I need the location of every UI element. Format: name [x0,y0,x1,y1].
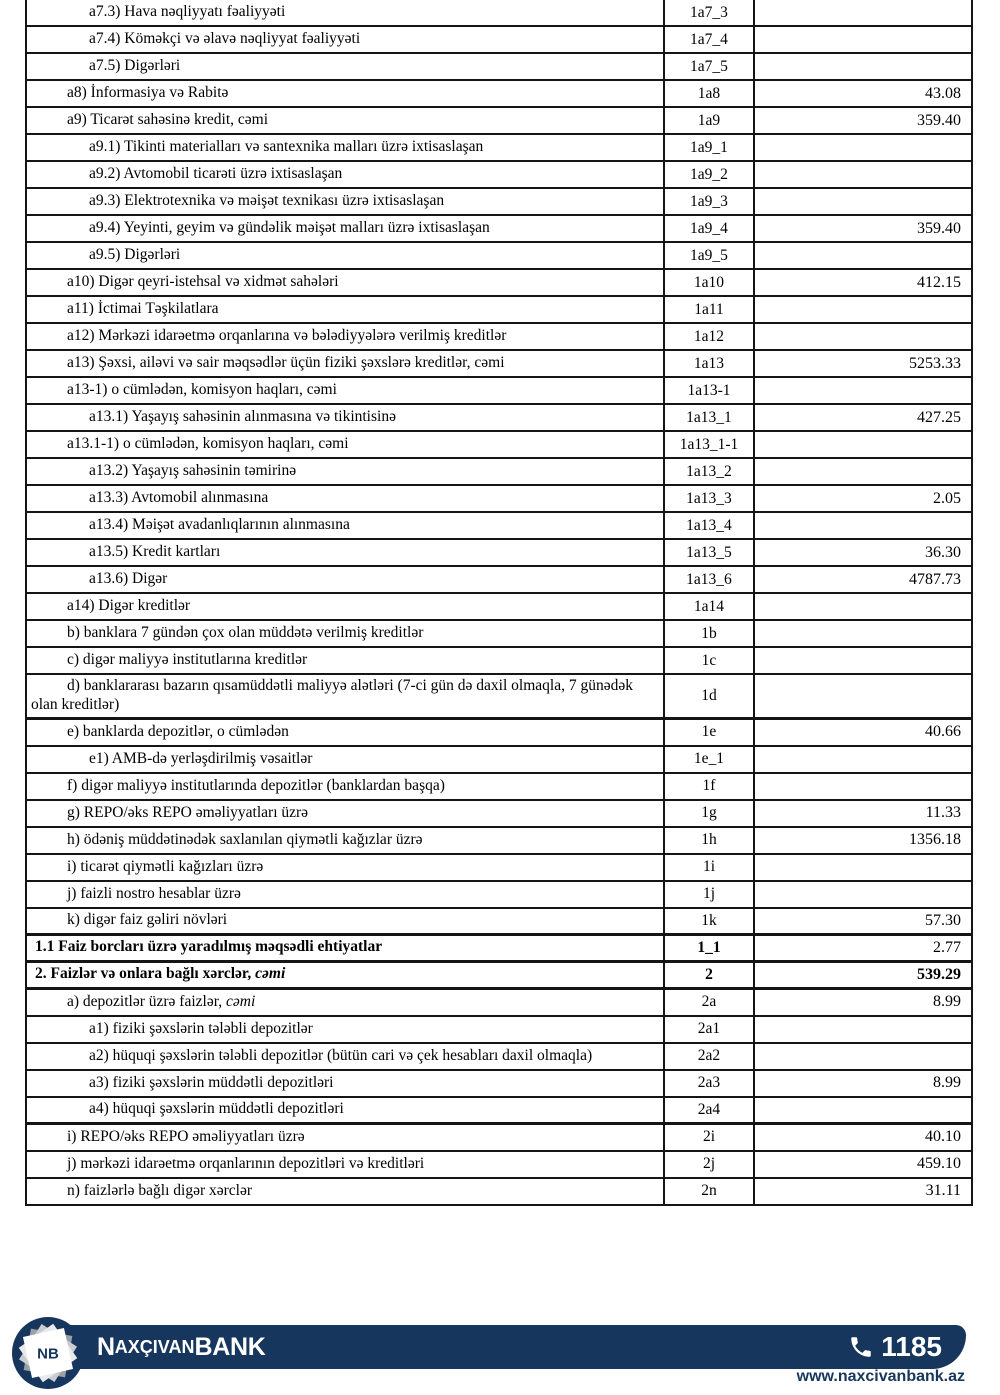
row-label-text: a13.1-1) o cümlədən, komisyon haqları, cəmi [67,435,349,453]
row-label-italic-suffix: cəmi [255,965,286,983]
row-code: 1a13_6 [663,567,755,592]
website-text: www.naxcivanbank.az [796,1368,965,1385]
row-label [27,1098,663,1122]
row-value [755,1017,971,1042]
table-row [27,216,971,243]
row-code: 1a13_2 [663,459,755,484]
row-label [27,378,663,403]
row-label-text: a13) Şəxsi, ailəvi və sair məqsədlər üçün fiziki şəxslərə kreditlər, cəmi [67,354,505,372]
table-row [27,855,971,882]
row-label-text: e1) AMB-də yerləşdirilmiş vəsaitlər [89,749,313,767]
row-value: 2.05 [933,489,961,507]
row-label [27,459,663,484]
row-label-text: i) REPO/əks REPO əməliyyatları üzrə [67,1127,305,1145]
row-label [27,135,663,160]
row-value [755,54,971,79]
row-value [755,378,971,403]
row-label [27,828,663,853]
table-row [27,1017,971,1044]
gear-emblem-icon [11,1316,85,1390]
table-row [27,720,971,747]
bank-name-part-1: N [97,1332,115,1361]
row-label [27,216,663,241]
row-label [27,1179,663,1204]
row-label [27,540,663,565]
table-row [27,747,971,774]
row-value [755,675,971,717]
row-label-text: a9) Ticarət sahəsinə kredit, cəmi [67,111,269,129]
table-row [27,81,971,108]
row-label-text: a9.3) Elektrotexnika və məişət texnikası üzrə ixtisaslaşan [89,192,445,210]
row-label [27,81,663,106]
row-label [27,270,663,295]
table-row [27,405,971,432]
row-code: 1a11 [663,297,755,322]
row-code: 1e_1 [663,747,755,772]
row-value: 36.30 [925,543,961,561]
row-label-text: a7.4) Köməkçi və əlavə nəqliyyat fəaliyyəti [89,30,361,48]
row-label-text: d) banklararası bazarın qısamüddətli maliyyə alətləri (7-ci gün də daxil olmaqla, 7 günədək olan kreditlər) [31,677,633,713]
row-label-text: a13-1) o cümlədən, komisyon haqları, cəmi [67,381,337,399]
row-label-text: a11) İctimai Təşkilatlara [67,300,219,318]
row-label-text: a) depozitlər üzrə faizlər, [67,992,227,1010]
row-label-text: a13.5) Kredit kartları [89,543,221,561]
row-value [755,135,971,160]
table-row [27,27,971,54]
table-row [27,432,971,459]
row-label [27,405,663,430]
row-value [755,27,971,52]
table-row [27,828,971,855]
row-label-text: a9.4) Yeyinti, geyim və gündəlik məişət malları üzrə ixtisaslaşan [89,219,490,237]
row-value: 31.11 [925,1182,961,1200]
row-label [27,189,663,214]
row-label-text: a8) İnformasiya və Rabitə [67,84,229,102]
row-value: 40.10 [925,1128,961,1146]
row-code: 1a13_1-1 [663,432,755,457]
row-value [755,648,971,673]
row-label-text: n) faizlərlə bağlı digər xərclər [67,1181,253,1199]
row-label-text: f) digər maliyyə institutlarında depozitlər (banklardan başqa) [67,776,445,794]
bank-logo [11,1316,85,1390]
phone-block [848,1325,942,1369]
table-row [27,774,971,801]
row-value [755,882,971,907]
row-code: 1g [663,801,755,826]
row-label-text: a3) fiziki şəxslərin müddətli depozitləri [89,1073,334,1091]
row-code: 1i [663,855,755,880]
table-row [27,459,971,486]
row-value [755,189,971,214]
row-value [755,621,971,646]
table-row [27,1125,971,1152]
row-value [755,324,971,349]
row-code: 1a13_4 [663,513,755,538]
row-value [755,243,971,268]
row-label-text: 2. Faizlər və onlara bağlı xərclər, [35,965,256,983]
logo-initials: NB [37,1345,59,1363]
row-label-text: a10) Digər qeyri-istehsal və xidmət sahələri [67,273,339,291]
bank-name-part-2: AXÇIVAN [114,1336,195,1357]
table-row [27,801,971,828]
row-label-text: a4) hüquqi şəxslərin müddətli depozitləri [89,1100,344,1118]
table-row [27,648,971,675]
row-code: 1a13-1 [663,378,755,403]
row-code: 1_1 [663,936,755,960]
row-value [755,855,971,880]
row-value: 359.40 [917,111,961,129]
table-row [27,936,971,963]
row-value: 8.99 [933,993,961,1011]
row-label [27,486,663,511]
row-label-text: a13.3) Avtomobil alınmasına [89,489,269,507]
row-label [27,1017,663,1042]
table-row [27,108,971,135]
table-row [27,675,971,720]
row-label [27,297,663,322]
table-row [27,54,971,81]
row-value: 8.99 [933,1074,961,1092]
row-label-text: a1) fiziki şəxslərin tələbli depozitlər [89,1019,313,1037]
table-row [27,270,971,297]
table-row [27,189,971,216]
row-label [27,54,663,79]
row-code: 1e [663,720,755,745]
table-row [27,324,971,351]
table-row [27,909,971,936]
row-label [27,432,663,457]
row-code: 1a9_1 [663,135,755,160]
row-label-text: j) mərkəzi idarəetmə orqanlarının depozitləri və kreditləri [67,1154,425,1172]
row-code: 2a3 [663,1071,755,1096]
row-label [27,909,663,933]
table-row [27,621,971,648]
row-label-text: e) banklarda depozitlər, o cümlədən [67,722,289,740]
row-label-italic-suffix: cəmi [226,992,256,1010]
row-label [27,567,663,592]
row-value [755,747,971,772]
row-label [27,747,663,772]
row-code: 1a14 [663,594,755,619]
row-label-text: a9.5) Digərləri [89,246,181,264]
table-row [27,0,971,27]
row-code: 1a8 [663,81,755,106]
row-label [27,648,663,673]
table-row [27,963,971,990]
row-code: 2j [663,1152,755,1177]
table-row [27,243,971,270]
row-label [27,1152,663,1177]
row-label [27,324,663,349]
row-label [27,594,663,619]
row-code: 1c [663,648,755,673]
row-code: 1h [663,828,755,853]
row-label [27,774,663,799]
row-label [27,720,663,745]
table-row [27,162,971,189]
row-label [27,27,663,52]
row-label-text: i) ticarət qiymətli kağızları üzrə [67,857,264,875]
row-label-text: c) digər maliyyə institutlarına kreditlər [67,651,308,669]
row-code: 1b [663,621,755,646]
row-code: 1a9 [663,108,755,133]
table-row [27,567,971,594]
row-code: 1a13_5 [663,540,755,565]
table-row [27,1098,971,1125]
row-label [27,621,663,646]
row-value: 427.25 [917,408,961,426]
row-label [27,855,663,880]
bank-name [97,1325,265,1369]
table-row [27,486,971,513]
table-row [27,1071,971,1098]
table-row [27,1152,971,1179]
table-row [27,513,971,540]
row-label [27,1044,663,1069]
row-code: 2 [663,963,755,987]
row-code: 1a9_3 [663,189,755,214]
row-value: 5253.33 [909,354,961,372]
row-label [27,108,663,133]
bank-name-part-3: BANK [194,1332,266,1361]
row-label [27,990,663,1015]
row-label-text: a13.1) Yaşayış sahəsinin alınmasına və tikintisinə [89,408,396,426]
row-label [27,963,663,987]
row-label-text: a14) Digər kreditlər [67,597,191,615]
table-row [27,594,971,621]
row-value: 43.08 [925,84,961,102]
row-code: 1a13_3 [663,486,755,511]
table-row [27,351,971,378]
row-label [27,351,663,376]
row-value [755,0,971,25]
row-label-text: b) banklara 7 gündən çox olan müddətə verilmiş kreditlər [67,624,424,642]
row-label-text: a9.2) Avtomobil ticarəti üzrə ixtisaslaşan [89,165,343,183]
row-label-text: a13.6) Digər [89,570,168,588]
row-code: 1k [663,909,755,933]
row-value: 40.66 [925,723,961,741]
row-value [755,513,971,538]
table-row [27,882,971,909]
row-label-text: 1.1 Faiz borcları üzrə yaradılmış məqsədli ehtiyatlar [35,938,383,956]
row-label-text: a9.1) Tikinti materialları və santexnika malları üzrə ixtisaslaşan [89,138,484,156]
row-code: 1a12 [663,324,755,349]
row-code: 1a13 [663,351,755,376]
row-label [27,513,663,538]
table-row [27,1179,971,1206]
row-value: 539.29 [917,965,961,983]
table-row [27,378,971,405]
row-value: 359.40 [917,219,961,237]
row-value [755,459,971,484]
row-code: 1a9_2 [663,162,755,187]
row-label-text: a12) Mərkəzi idarəetmə orqanlarına və bələdiyyələrə verilmiş kreditlər [67,327,507,345]
row-label [27,1071,663,1096]
row-label-text: h) ödəniş müddətinədək saxlanılan qiymətli kağızlar üzrə [67,830,423,848]
row-label [27,0,663,25]
row-label-text: a7.5) Digərləri [89,57,181,75]
row-label-text: a13.4) Məişət avadanlıqlarının alınmasına [89,516,350,534]
row-value [755,594,971,619]
row-code: 2a [663,990,755,1015]
row-value [755,432,971,457]
row-code: 1a7_5 [663,54,755,79]
row-value [755,297,971,322]
row-code: 1a9_4 [663,216,755,241]
row-label [27,936,663,960]
row-label [27,675,663,717]
row-value: 459.10 [917,1155,961,1173]
row-label-text: a13.2) Yaşayış sahəsinin təmirinə [89,462,297,480]
phone-number: 1185 [881,1331,942,1362]
report-table [25,0,973,1206]
row-value: 57.30 [925,911,961,929]
row-label [27,243,663,268]
row-code: 2a1 [663,1017,755,1042]
row-code: 1d [663,675,755,717]
row-code: 2i [663,1125,755,1150]
row-value [755,162,971,187]
row-value: 412.15 [917,273,961,291]
row-label [27,801,663,826]
row-value: 2.77 [933,938,961,956]
row-code: 1j [663,882,755,907]
row-code: 2a2 [663,1044,755,1069]
row-label-text: g) REPO/əks REPO əməliyyatları üzrə [67,803,309,821]
row-value: 11.33 [925,804,961,822]
row-value: 4787.73 [909,570,961,588]
table-row [27,540,971,567]
table-row [27,1044,971,1071]
row-label-text: a7.3) Hava nəqliyyatı fəaliyyəti [89,3,286,21]
row-code: 1a7_3 [663,0,755,25]
row-code: 1a10 [663,270,755,295]
row-value [755,1098,971,1122]
row-code: 1a9_5 [663,243,755,268]
table-row [27,297,971,324]
row-label-text: k) digər faiz gəliri növləri [67,911,228,929]
row-label-text: j) faizli nostro hesablar üzrə [67,884,241,902]
row-code: 2n [663,1179,755,1204]
row-code: 2a4 [663,1098,755,1122]
row-code: 1f [663,774,755,799]
row-value [755,1044,971,1069]
row-label [27,882,663,907]
table-row [27,135,971,162]
row-value: 1356.18 [909,831,961,849]
phone-icon [848,1334,874,1360]
row-value [755,774,971,799]
row-label-text: a2) hüquqi şəxslərin tələbli depozitlər (bütün cari və çek hesabları daxil olmaqla) [89,1046,593,1064]
row-code: 1a13_1 [663,405,755,430]
row-label [27,1125,663,1150]
table-row [27,990,971,1017]
row-label [27,162,663,187]
row-code: 1a7_4 [663,27,755,52]
